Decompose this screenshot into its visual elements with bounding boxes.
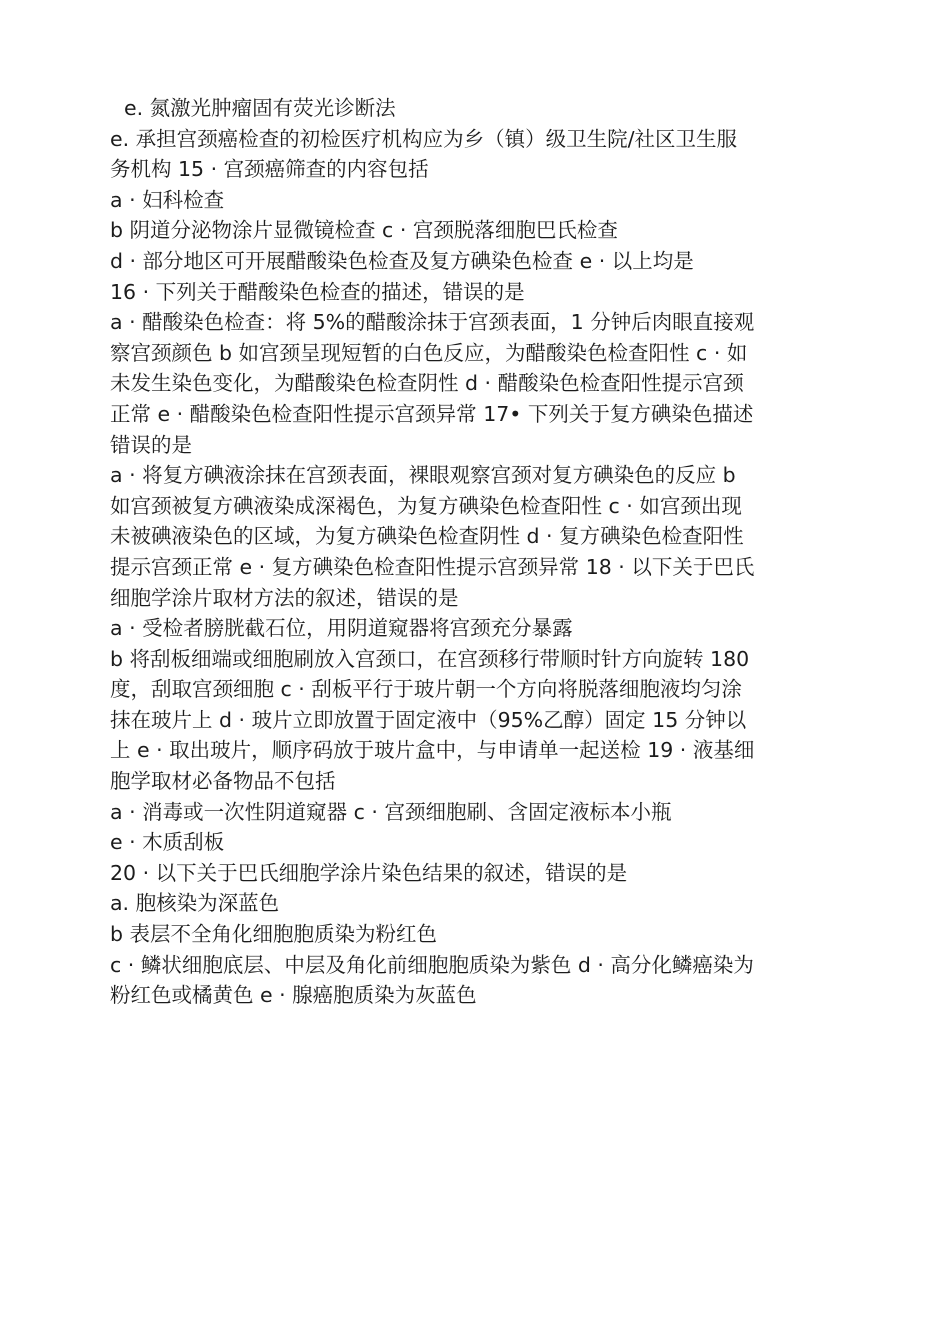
text-line: 未发生染色变化，为醋酸染色检查阴性 d · 醋酸染色检查阳性提示宫颈 [110, 371, 744, 396]
text-line: 提示宫颈正常 e · 复方碘染色检查阳性提示宫颈异常 18 · 以下关于巴氏 [110, 554, 755, 579]
text-line: c · 鳞状细胞底层、中层及角化前细胞胞质染为紫色 d · 高分化鳞癌染为 [110, 952, 754, 977]
text-line: e · 木质刮板 [110, 830, 225, 855]
text-line: a · 妇科检查 [110, 187, 225, 212]
text-line: a · 醋酸染色检查：将 5%的醋酸涂抹于宫颈表面，1 分钟后肉眼直接观 [110, 310, 755, 335]
text-line: b 将刮板细端或细胞刷放入宫颈口，在宫颈移行带顺时针方向旋转 180 [110, 646, 750, 671]
text-line: 错误的是 [110, 432, 192, 457]
text-line: 粉红色或橘黄色 e · 腺癌胞质染为灰蓝色 [110, 983, 477, 1008]
text-line: b 阴道分泌物涂片显微镜检查 c · 宫颈脱落细胞巴氏检查 [110, 218, 618, 243]
text-line: 务机构 15 · 宫颈癌筛查的内容包括 [110, 157, 429, 182]
text-line: 细胞学涂片取材方法的叙述，错误的是 [110, 585, 459, 610]
text-line: 20 · 以下关于巴氏细胞学涂片染色结果的叙述，错误的是 [110, 860, 628, 885]
text-line: 正常 e · 醋酸染色检查阳性提示宫颈异常 17• 下列关于复方碘染色描述 [110, 401, 754, 426]
text-line: a · 将复方碘液涂抹在宫颈表面，裸眼观察宫颈对复方碘染色的反应 b [110, 463, 736, 488]
text-line: 度，刮取宫颈细胞 c · 刮板平行于玻片朝一个方向将脱落细胞液均匀涂 [110, 677, 742, 702]
text-line: 胞学取材必备物品不包括 [110, 769, 336, 794]
document-body [110, 93, 840, 1011]
text-line: d · 部分地区可开展醋酸染色检查及复方碘染色检查 e · 以上均是 [110, 248, 694, 273]
text-line: 察宫颈颜色 b 如宫颈呈现短暂的白色反应，为醋酸染色检查阳性 c · 如 [110, 340, 748, 365]
text-line: e. 氮激光肿瘤固有荧光诊断法 [124, 96, 396, 120]
text-line: 如宫颈被复方碘液染成深褐色，为复方碘染色检查阳性 c · 如宫颈出现 [110, 493, 742, 518]
text-line: e. 承担宫颈癌检查的初检医疗机构应为乡（镇）级卫生院/社区卫生服 [110, 126, 738, 151]
text-line: 16 · 下列关于醋酸染色检查的描述，错误的是 [110, 279, 525, 304]
text-line: b 表层不全角化细胞胞质染为粉红色 [110, 922, 438, 947]
text-line: a · 受检者膀胱截石位，用阴道窥器将宫颈充分暴露 [110, 616, 573, 641]
text-line: 抹在玻片上 d · 玻片立即放置于固定液中（95%乙醇）固定 15 分钟以 [110, 707, 747, 732]
text-line: a · 消毒或一次性阴道窥器 c · 宫颈细胞刷、含固定液标本小瓶 [110, 799, 672, 824]
text-line: 上 e · 取出玻片，顺序码放于玻片盒中，与申请单一起送检 19 · 液基细 [110, 738, 755, 763]
text-line: 未被碘液染色的区域，为复方碘染色检查阴性 d · 复方碘染色检查阳性 [110, 524, 744, 549]
text-line: a. 胞核染为深蓝色 [110, 891, 280, 916]
